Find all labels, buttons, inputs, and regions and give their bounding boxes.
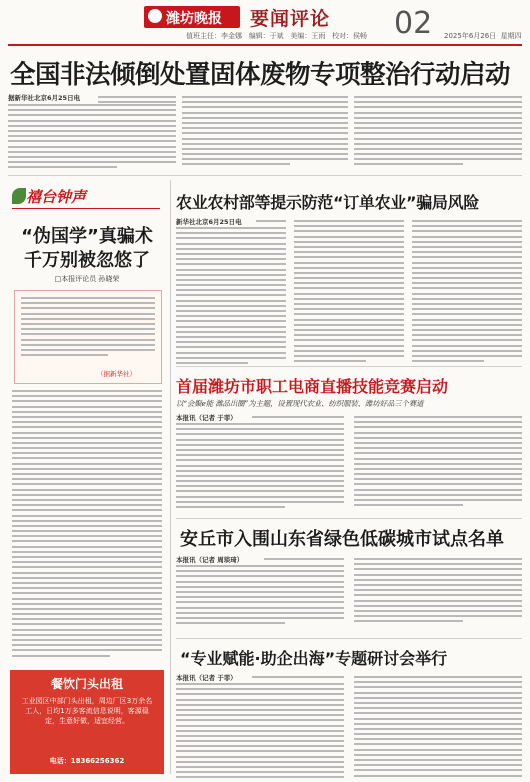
commentary-body — [12, 390, 162, 662]
article2-body — [176, 218, 522, 364]
column-title-2: 千万别被忽悠了 — [24, 250, 150, 271]
designer-credit: 美编：王雨 — [290, 32, 326, 40]
article5-headline: “专业赋能·助企出海”专题研讨会举行 — [180, 649, 448, 668]
column-title-1: “伪国学”真骗术 — [21, 226, 153, 247]
ad-body: 工业园区中部门头出租，周边厂区3万余名工人，日均1万多客流信息说明，客源稳定，生意好做，适宜经营。 — [21, 697, 153, 725]
commentary-column — [8, 180, 166, 666]
article3-rule — [176, 518, 522, 519]
article3-subhead: 以“会聚e能 潍品出圈”为主题，设置现代农业、纺织服装、潍坊好品三个赛道 — [176, 399, 424, 408]
article2-dateline: 新华社北京6月25日电 — [176, 218, 242, 226]
article4-body — [176, 556, 522, 634]
ad-phone: 电话：18366256362 — [49, 757, 125, 765]
column-byline: □本报评论员 孙晓荣 — [54, 275, 120, 283]
column-brand — [12, 186, 104, 208]
column-divider — [170, 180, 171, 774]
article2-rule — [176, 366, 522, 367]
editor-credit: 值班主任：李金娜 — [186, 32, 242, 40]
article3-byline: 本报讯（记者 于菲） — [176, 414, 237, 422]
article5-byline: 本报讯（记者 于菲） — [176, 674, 237, 682]
article4-byline: 本报讯（记者 周琰琦） — [176, 556, 244, 564]
article3-headline: 首届潍坊市职工电商直播技能竞赛启动 — [176, 377, 449, 396]
page-number: 02 — [394, 6, 433, 41]
masthead — [0, 0, 530, 46]
article4-rule — [176, 638, 522, 639]
brand-name: 禧台钟声 — [26, 188, 87, 206]
proof-credit: 校对：侯畅 — [332, 32, 368, 40]
paper-name: 潍坊晚报 — [166, 11, 222, 27]
article2-headline: 农业农村部等提示防范“订单农业”骗局风险 — [176, 193, 480, 212]
section-title: 要闻评论 — [250, 8, 331, 30]
paper-logo — [144, 6, 240, 28]
brand-underline — [12, 208, 160, 209]
lead-rule — [8, 175, 522, 176]
ad-box — [10, 670, 164, 774]
lead-headline: 全国非法倾倒处置固体废物专项整治行动启动 — [10, 60, 511, 90]
brand-leaf-icon — [12, 188, 26, 204]
lead-dateline: 据新华社北京6月25日电 — [8, 94, 81, 102]
quote-box — [14, 290, 162, 384]
article3-body — [176, 414, 522, 514]
masthead-rule — [8, 44, 522, 46]
quote-source: （据新华社） — [97, 370, 136, 378]
editor2-credit: 编辑：于斌 — [248, 32, 284, 40]
credits-row — [186, 31, 367, 41]
article4-headline: 安丘市入围山东省绿色低碳城市试点名单 — [180, 529, 504, 550]
logo-icon — [148, 9, 162, 23]
ad-title: 餐饮门头出租 — [50, 677, 123, 691]
issue-date: 2025年6月26日 星期四 — [444, 32, 522, 40]
article5-body — [176, 674, 522, 778]
lead-body — [8, 94, 522, 170]
